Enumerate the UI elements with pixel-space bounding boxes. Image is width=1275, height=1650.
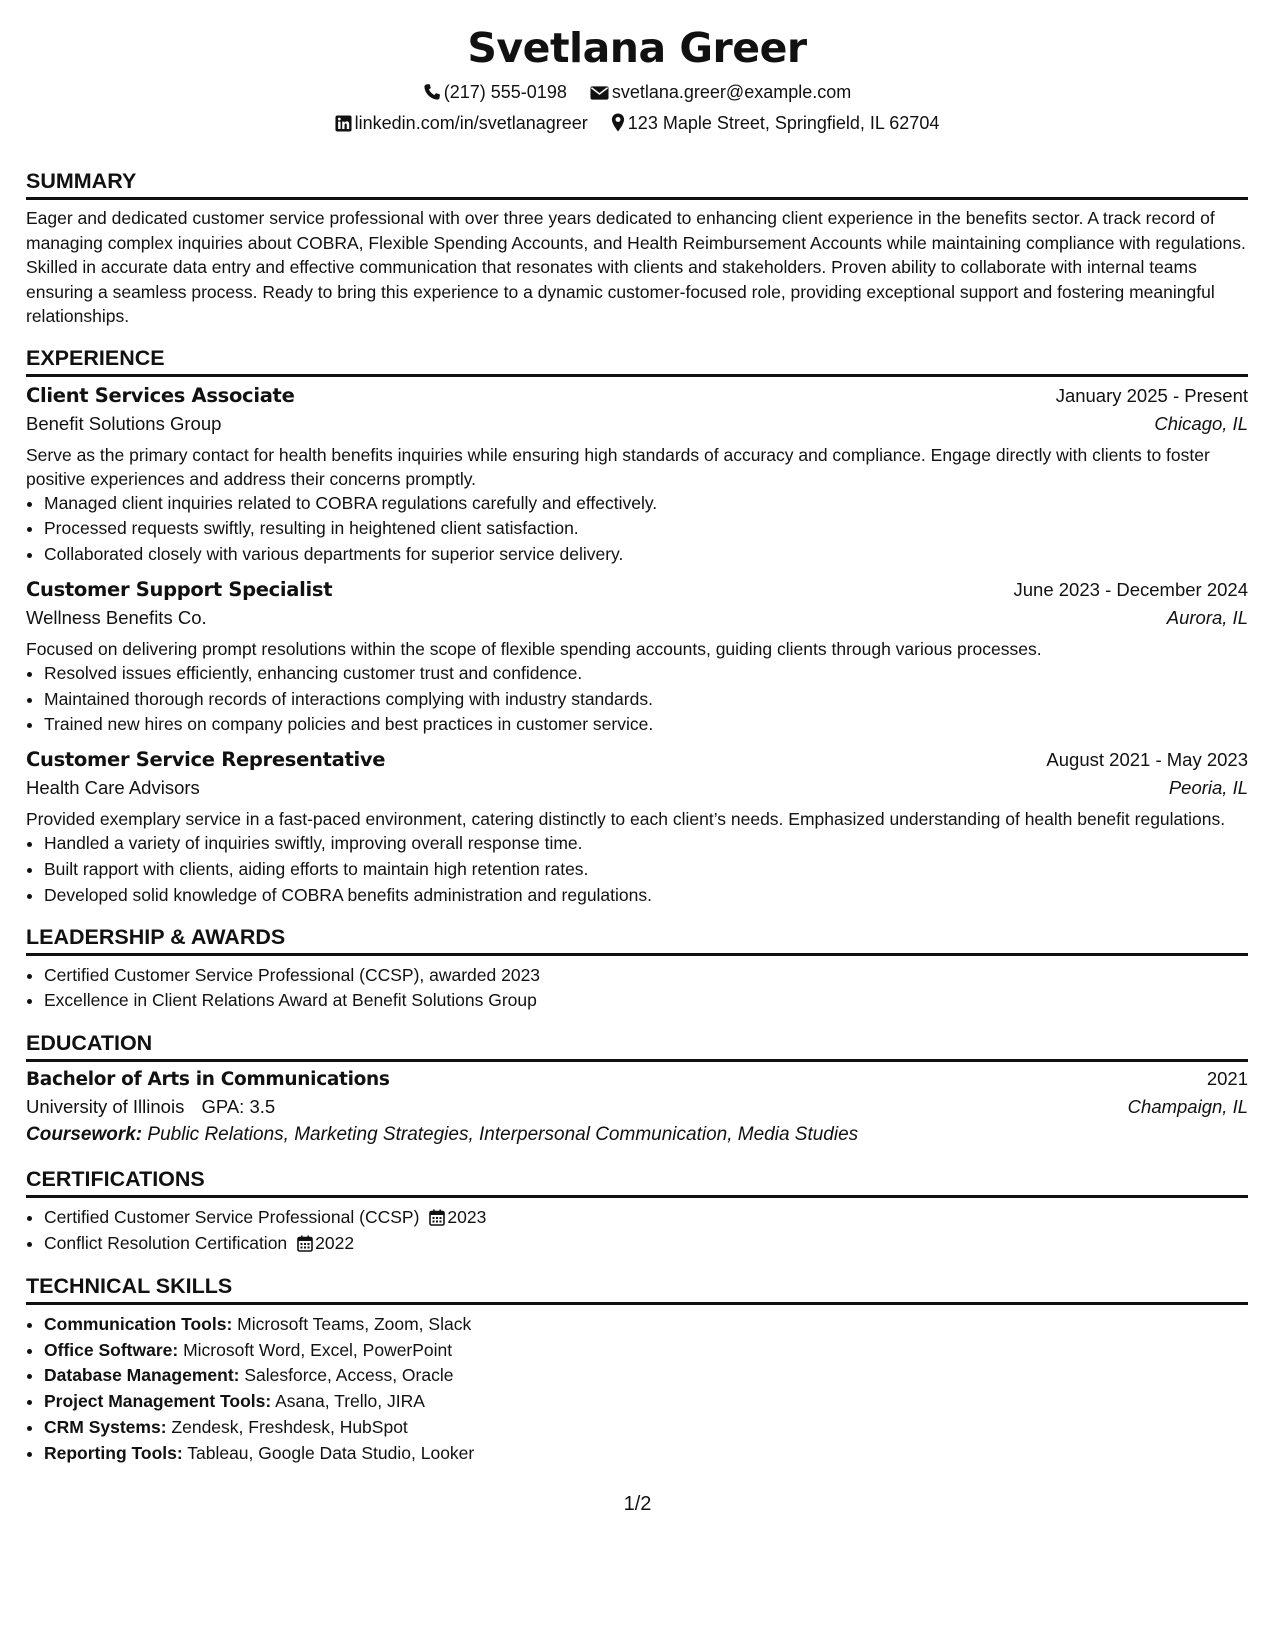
calendar-icon — [429, 1209, 445, 1226]
award-item: • Certified Customer Service Professional (CCSP), awarded 2023 — [44, 963, 1248, 989]
job-location: Chicago, IL — [1154, 412, 1248, 434]
school-name: University of Illinois — [26, 1096, 185, 1118]
job-title: Customer Service Representative — [26, 748, 386, 772]
map-marker-icon — [611, 113, 625, 132]
summary-section — [26, 168, 1248, 329]
phone-icon — [423, 83, 441, 101]
contact-line-2 — [26, 111, 1248, 135]
gpa: GPA: 3.5 — [201, 1096, 276, 1118]
linkedin-text: linkedin.com/in/svetlanagreer — [354, 113, 588, 133]
job-location: Peoria, IL — [1168, 777, 1248, 799]
job-bullets — [26, 491, 1248, 568]
phone-contact — [423, 80, 567, 104]
certifications-section — [26, 1166, 1248, 1257]
job-description: Serve as the primary contact for health benefits inquiries while ensuring high standards of accuracy and compliance. Engage directly with clients to foster positive experiences and address their concerns promptly. — [26, 444, 1210, 489]
school-info — [26, 1096, 275, 1118]
job-bullet: • Developed solid knowledge of COBRA benefits administration and regulations. — [44, 883, 1248, 909]
awards-section — [26, 924, 1248, 1015]
email-text: svetlana.greer@example.com — [611, 82, 852, 102]
awards-heading: LEADERSHIP & AWARDS — [26, 924, 1248, 956]
skill-value: Microsoft Teams, Zoom, Slack — [237, 1313, 472, 1334]
job-company-row — [26, 777, 1248, 799]
skill-item — [44, 1363, 1248, 1389]
skill-value: Tableau, Google Data Studio, Looker — [187, 1442, 475, 1463]
job-bullet: • Collaborated closely with various departments for superior service delivery. — [44, 542, 1248, 568]
resume-header — [26, 22, 1248, 135]
experience-heading: EXPERIENCE — [26, 345, 1248, 377]
resume-page — [26, 0, 1248, 1467]
degree-year: 2021 — [1206, 1068, 1248, 1090]
certification-date — [287, 1233, 354, 1253]
page-number: 1/2 — [623, 1493, 652, 1515]
coursework-label: Coursework: — [26, 1124, 143, 1146]
job-title-row — [26, 384, 1248, 407]
education-section — [26, 1030, 1248, 1146]
candidate-name: Svetlana Greer — [467, 24, 807, 72]
job-dates: January 2025 - Present — [1055, 384, 1248, 406]
skill-item — [44, 1312, 1248, 1338]
education-school-row — [26, 1096, 1248, 1118]
job-title-row — [26, 578, 1248, 601]
skill-item — [44, 1415, 1248, 1441]
job-title: Client Services Associate — [26, 383, 295, 407]
job-company: Wellness Benefits Co. — [26, 606, 207, 628]
email-contact — [590, 80, 851, 104]
job-description: Focused on delivering prompt resolutions within the scope of flexible spending accounts, guiding clients through various processes. — [26, 638, 1042, 659]
degree-name: Bachelor of Arts in Communications — [26, 1069, 390, 1091]
job-entry — [26, 748, 1248, 908]
certification-year: 2023 — [447, 1207, 487, 1228]
skill-value: Salesforce, Access, Oracle — [244, 1365, 454, 1386]
skills-list — [26, 1312, 1248, 1467]
summary-heading: SUMMARY — [26, 168, 1248, 200]
certification-name: Certified Customer Service Professional (CCSP) — [44, 1207, 420, 1228]
job-location: Aurora, IL — [1166, 606, 1248, 628]
skill-label: Reporting Tools: — [44, 1442, 183, 1463]
awards-list — [26, 963, 1248, 1015]
skill-item — [44, 1441, 1248, 1467]
job-title-row — [26, 748, 1248, 771]
linkedin-contact — [335, 111, 588, 135]
calendar-icon — [297, 1235, 313, 1252]
skill-label: Project Management Tools: — [44, 1391, 272, 1412]
linkedin-icon — [335, 115, 352, 132]
certification-name: Conflict Resolution Certification — [44, 1233, 288, 1254]
job-title: Customer Support Specialist — [26, 577, 333, 601]
skill-value: Asana, Trello, JIRA — [275, 1391, 425, 1412]
job-bullet: • Trained new hires on company policies and best practices in customer service. — [44, 712, 1248, 738]
job-bullet: • Maintained thorough records of interactions complying with industry standards. — [44, 687, 1248, 713]
phone-text: (217) 555-0198 — [443, 82, 567, 102]
job-bullets — [26, 831, 1248, 908]
certification-item — [44, 1205, 1248, 1231]
skill-item — [44, 1338, 1248, 1364]
skill-label: CRM Systems: — [44, 1417, 167, 1438]
job-bullet: • Processed requests swiftly, resulting in heightened client satisfaction. — [44, 516, 1248, 542]
skill-label: Communication Tools: — [44, 1313, 233, 1334]
award-item: • Excellence in Client Relations Award at Benefit Solutions Group — [44, 988, 1248, 1014]
experience-section — [26, 345, 1248, 909]
education-heading: EDUCATION — [26, 1030, 1248, 1062]
skill-label: Office Software: — [44, 1339, 179, 1360]
job-bullets — [26, 661, 1248, 738]
job-entry — [26, 384, 1248, 568]
job-bullet: • Resolved issues efficiently, enhancing customer trust and confidence. — [44, 661, 1248, 687]
job-dates: August 2021 - May 2023 — [1046, 749, 1248, 771]
certification-date — [419, 1207, 486, 1227]
job-dates: June 2023 - December 2024 — [1013, 578, 1248, 600]
skill-value: Microsoft Word, Excel, PowerPoint — [183, 1339, 453, 1360]
certifications-list — [26, 1205, 1248, 1257]
address-contact — [611, 111, 940, 135]
certification-year: 2022 — [315, 1233, 355, 1254]
job-description: Provided exemplary service in a fast-paced environment, catering distinctly to each client’s needs. Emphasized understanding of health benefit regulations. — [26, 809, 1226, 830]
job-bullet: • Built rapport with clients, aiding efforts to maintain high retention rates. — [44, 857, 1248, 883]
education-degree-row — [26, 1068, 1248, 1090]
coursework-list: Public Relations, Marketing Strategies, Interpersonal Communication, Media Studies — [147, 1124, 859, 1146]
job-company: Benefit Solutions Group — [26, 412, 222, 434]
job-entry — [26, 578, 1248, 738]
address-text: 123 Maple Street, Springfield, IL 62704 — [627, 113, 940, 133]
job-bullet: • Managed client inquiries related to COBRA regulations carefully and effectively. — [44, 491, 1248, 517]
certifications-heading: CERTIFICATIONS — [26, 1166, 1248, 1198]
skill-label: Database Management: — [44, 1365, 240, 1386]
job-company: Health Care Advisors — [26, 777, 200, 799]
certification-item — [44, 1231, 1248, 1257]
job-bullet: • Handled a variety of inquiries swiftly, improving overall response time. — [44, 831, 1248, 857]
summary-text: Eager and dedicated customer service professional with over three years dedicated to enhancing client experience in the benefits sector. A track record of managing complex inquiries about COBRA, Flexible Spending Accounts, and Health Reimbursement Accounts while maintaining compliance with regulations. Skilled in accurate data entry and effective communication that resonates with clients and stakeholders. Proven ability to collaborate with internal teams ensuring a seamless process. Ready to bring this experience to a dynamic customer-focused role, providing exceptional support and fostering meaningful relationships. — [26, 208, 1246, 326]
school-location: Champaign, IL — [1127, 1096, 1248, 1118]
skill-value: Zendesk, Freshdesk, HubSpot — [171, 1417, 408, 1438]
skills-section — [26, 1273, 1248, 1467]
coursework-line — [26, 1124, 1248, 1146]
envelope-icon — [590, 85, 609, 101]
skill-item — [44, 1389, 1248, 1415]
contact-line-1 — [26, 80, 1248, 104]
job-company-row — [26, 413, 1248, 435]
job-company-row — [26, 607, 1248, 629]
skills-heading: TECHNICAL SKILLS — [26, 1273, 1248, 1305]
